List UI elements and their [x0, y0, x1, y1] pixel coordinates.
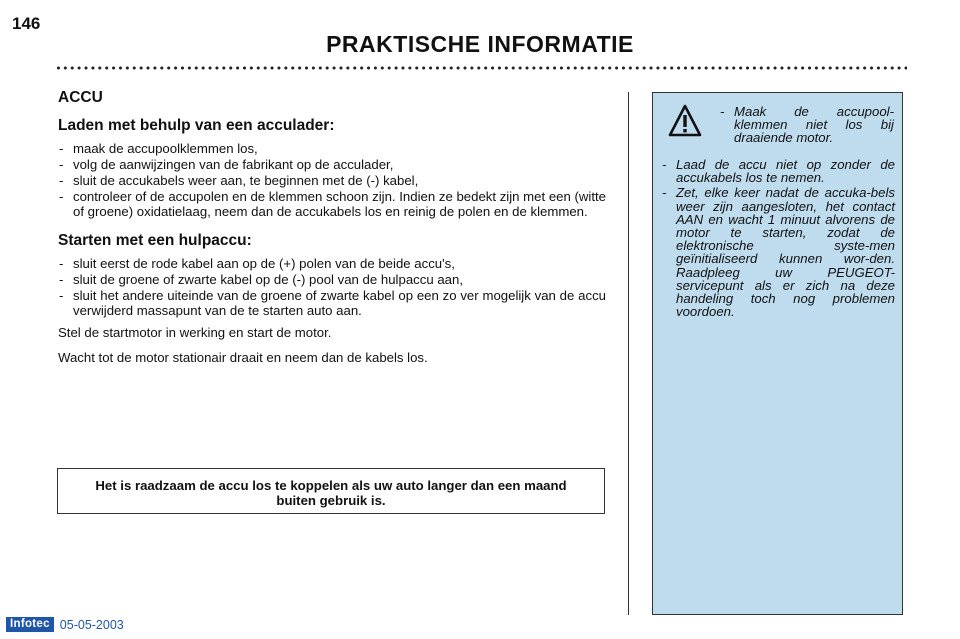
- list-item: - sluit eerst de rode kabel aan op de (+) polen van de beide accu's,: [58, 256, 606, 271]
- list-item: - Laad de accu niet op zonder de accukabels los te nemen.: [662, 158, 895, 184]
- list-item: - sluit de groene of zwarte kabel op de (-) pool van de hulpaccu aan,: [58, 272, 606, 287]
- footer-date: 05-05-2003: [59, 617, 124, 632]
- paragraph-disconnect: Wacht tot de motor stationair draait en neem dan de kabels los.: [58, 350, 428, 365]
- warning-triangle-icon: [668, 104, 702, 137]
- list-item: - controleer of de accupolen en de klemmen schoon zijn. Indien ze bedekt zijn met een (witte of groene) oxidatielaag, neem dan de accukabels los en reinig de polen en de klemmen.: [58, 189, 606, 219]
- paragraph-start-motor: Stel de startmotor in werking en start de motor.: [58, 325, 332, 340]
- list-item: - maak de accupoolklemmen los,: [58, 141, 606, 156]
- dotted-divider: [55, 66, 907, 70]
- notice-box: Het is raadzaam de accu los te koppelen als uw auto langer dan een maand buiten gebruik is.: [57, 468, 605, 514]
- section-heading-accu: ACCU: [58, 89, 103, 106]
- list-item: - volg de aanwijzingen van de fabrikant op de acculader,: [58, 157, 606, 172]
- list-item: - Maak de accupool-klemmen niet los bij draaiende motor.: [720, 105, 894, 145]
- warning-text: [720, 105, 894, 147]
- subheading-charging: Laden met behulp van een acculader:: [58, 117, 335, 134]
- warning-panel: [652, 92, 903, 615]
- footer: [6, 617, 124, 632]
- infotec-logo: Infotec: [6, 617, 54, 632]
- main-content: [58, 90, 606, 365]
- page-number: 146: [12, 14, 41, 33]
- column-divider: [628, 92, 629, 615]
- list-item: - sluit de accukabels weer aan, te beginnen met de (-) kabel,: [58, 173, 606, 188]
- list-item: - sluit het andere uiteinde van de groene of zwarte kabel op een zo ver mogelijk van de accu verwijderd massapunt van de te starten auto aan.: [58, 288, 606, 318]
- page-title: PRAKTISCHE INFORMATIE: [326, 31, 634, 57]
- subheading-jumpstart: Starten met een hulpaccu:: [58, 232, 252, 249]
- list-item: - Zet, elke keer nadat de accuka-bels weer zijn aangesloten, het contact AAN en wacht 1 minuut alvorens de motor te starten, zodat de elektronische syste-men geïnitialiseerd kunnen wor-den. Raadpleeg uw PEUGEOT-servicepunt als er zich na deze handeling toch nog problemen voordoen.: [662, 186, 895, 318]
- side-notes-list: [662, 158, 895, 320]
- charging-steps-list: [58, 141, 606, 219]
- jumpstart-steps-list: [58, 256, 606, 318]
